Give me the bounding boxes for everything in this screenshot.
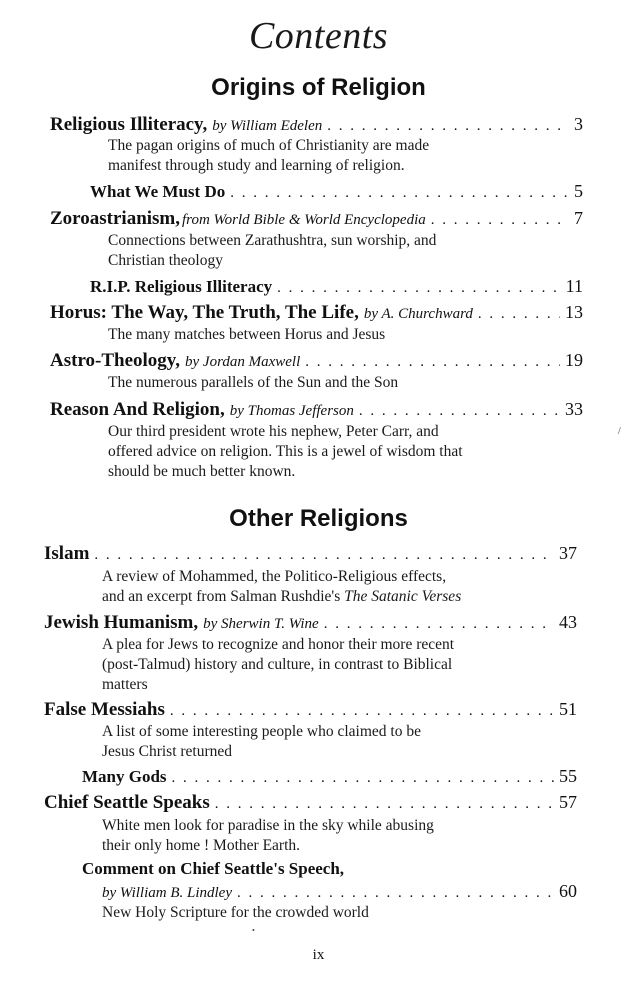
entry-title: Chief Seattle Speaks	[44, 792, 210, 813]
desc-line: Jesus Christ returned	[102, 743, 233, 760]
entry-description	[102, 635, 454, 695]
toc-entry[interactable]	[102, 881, 577, 902]
dot-leader	[478, 306, 560, 323]
entry-author: by William Edelen	[212, 118, 323, 134]
toc-entry[interactable]	[50, 399, 583, 421]
dot-leader	[324, 616, 554, 633]
toc-entry[interactable]	[50, 350, 583, 372]
entry-description	[102, 567, 461, 607]
page-mark: •	[252, 926, 255, 935]
desc-line: New Holy Scripture for the crowded world	[102, 904, 369, 921]
dot-leader	[94, 547, 554, 564]
entry-page: 13	[565, 302, 583, 322]
entry-title: R.I.P. Religious Illiteracy	[90, 277, 273, 296]
desc-line: should be much better known.	[108, 463, 296, 480]
toc-entry[interactable]	[44, 792, 577, 814]
desc-line: Christian theology	[108, 252, 223, 269]
entry-title: What We Must Do	[90, 182, 226, 201]
entry-title: Jewish Humanism,	[44, 612, 199, 633]
desc-line: (post-Talmud) history and culture, in contrast to Biblical	[102, 656, 453, 673]
desc-line: A review of Mohammed, the Politico-Religious effects,	[102, 568, 447, 585]
desc-line: manifest through study and learning of religion.	[108, 157, 405, 174]
entry-author: by Thomas Jefferson	[229, 403, 354, 419]
toc-entry[interactable]	[90, 181, 583, 202]
entry-page: 19	[565, 350, 583, 370]
entry-page: 5	[574, 181, 583, 201]
toc-entry[interactable]	[50, 208, 583, 230]
desc-line: matters	[102, 676, 148, 693]
entry-page: 37	[559, 543, 577, 563]
desc-line: Our third president wrote his nephew, Peter Carr, and	[108, 423, 439, 440]
entry-description	[102, 816, 434, 856]
dot-leader	[431, 212, 569, 229]
page-mark: /	[618, 426, 621, 437]
toc-entry[interactable]	[82, 766, 577, 787]
entry-description	[108, 422, 463, 482]
entry-author: by A. Churchward	[363, 306, 473, 322]
entry-description	[108, 373, 398, 393]
desc-line: and an excerpt from Salman Rushdie's	[102, 588, 341, 605]
entry-title: Many Gods	[82, 767, 167, 786]
toc-entry[interactable]	[44, 612, 577, 634]
entry-description	[108, 136, 429, 176]
entry-author: by Sherwin T. Wine	[203, 616, 319, 632]
dot-leader	[170, 703, 554, 720]
entry-title: Horus: The Way, The Truth, The Life,	[50, 302, 359, 323]
dot-leader	[305, 354, 560, 371]
toc-entry[interactable]	[50, 302, 583, 324]
desc-line: A plea for Jews to recognize and honor their more recent	[102, 636, 455, 653]
entry-description	[108, 325, 385, 345]
dot-leader	[359, 403, 560, 420]
dot-leader	[237, 885, 554, 902]
toc-entry[interactable]	[44, 543, 577, 565]
entry-page: 60	[559, 881, 577, 901]
entry-description	[102, 903, 369, 923]
entry-page: 55	[559, 766, 577, 786]
entry-page: 43	[559, 612, 577, 632]
entry-description	[108, 231, 436, 271]
desc-line: A list of some interesting people who claimed to be	[102, 723, 421, 740]
toc-entry-title[interactable]	[82, 859, 577, 879]
desc-line: The many matches between Horus and Jesus	[108, 326, 386, 343]
entry-author: by Jordan Maxwell	[185, 354, 301, 370]
entry-page: 57	[559, 792, 577, 812]
toc-entry[interactable]	[50, 114, 583, 136]
dot-leader	[215, 796, 554, 813]
entry-page: 7	[574, 208, 583, 228]
entry-title: Islam	[44, 543, 90, 564]
entry-title: Zoroastrianism,	[50, 208, 181, 229]
section-heading-origins: Origins of Religion	[211, 74, 426, 101]
entry-page: 33	[565, 399, 583, 419]
entry-title: Comment on Chief Seattle's Speech,	[82, 859, 345, 878]
entry-title: Reason And Religion,	[50, 399, 225, 420]
toc-entry[interactable]	[90, 276, 583, 297]
entry-title: Astro-Theology,	[50, 350, 181, 371]
entry-title: False Messiahs	[44, 699, 165, 720]
dot-leader	[327, 118, 569, 135]
entry-author: by William B. Lindley	[102, 885, 232, 901]
dot-leader	[230, 185, 569, 202]
toc-entry[interactable]	[44, 699, 577, 721]
page-number: ix	[312, 947, 325, 963]
book-title: The Satanic Verses	[344, 588, 462, 605]
desc-line: The pagan origins of much of Christianity are made	[108, 137, 430, 154]
desc-line: White men look for paradise in the sky while abusing	[102, 817, 434, 834]
desc-line: offered advice on religion. This is a jewel of wisdom that	[108, 443, 463, 460]
entry-title: Religious Illiteracy,	[50, 114, 208, 135]
desc-line: Connections between Zarathushtra, sun worship, and	[108, 232, 437, 249]
entry-description	[102, 722, 421, 762]
dot-leader	[277, 280, 561, 297]
entry-author: from World Bible & World Encyclopedia	[182, 212, 426, 228]
desc-line: their only home ! Mother Earth.	[102, 837, 301, 854]
entry-page: 11	[565, 276, 583, 296]
page-title: Contents	[248, 15, 389, 57]
section-heading-other: Other Religions	[229, 505, 408, 532]
entry-page: 3	[574, 114, 583, 134]
dot-leader	[172, 770, 554, 787]
entry-page: 51	[559, 699, 577, 719]
desc-line: The numerous parallels of the Sun and the Son	[108, 374, 399, 391]
